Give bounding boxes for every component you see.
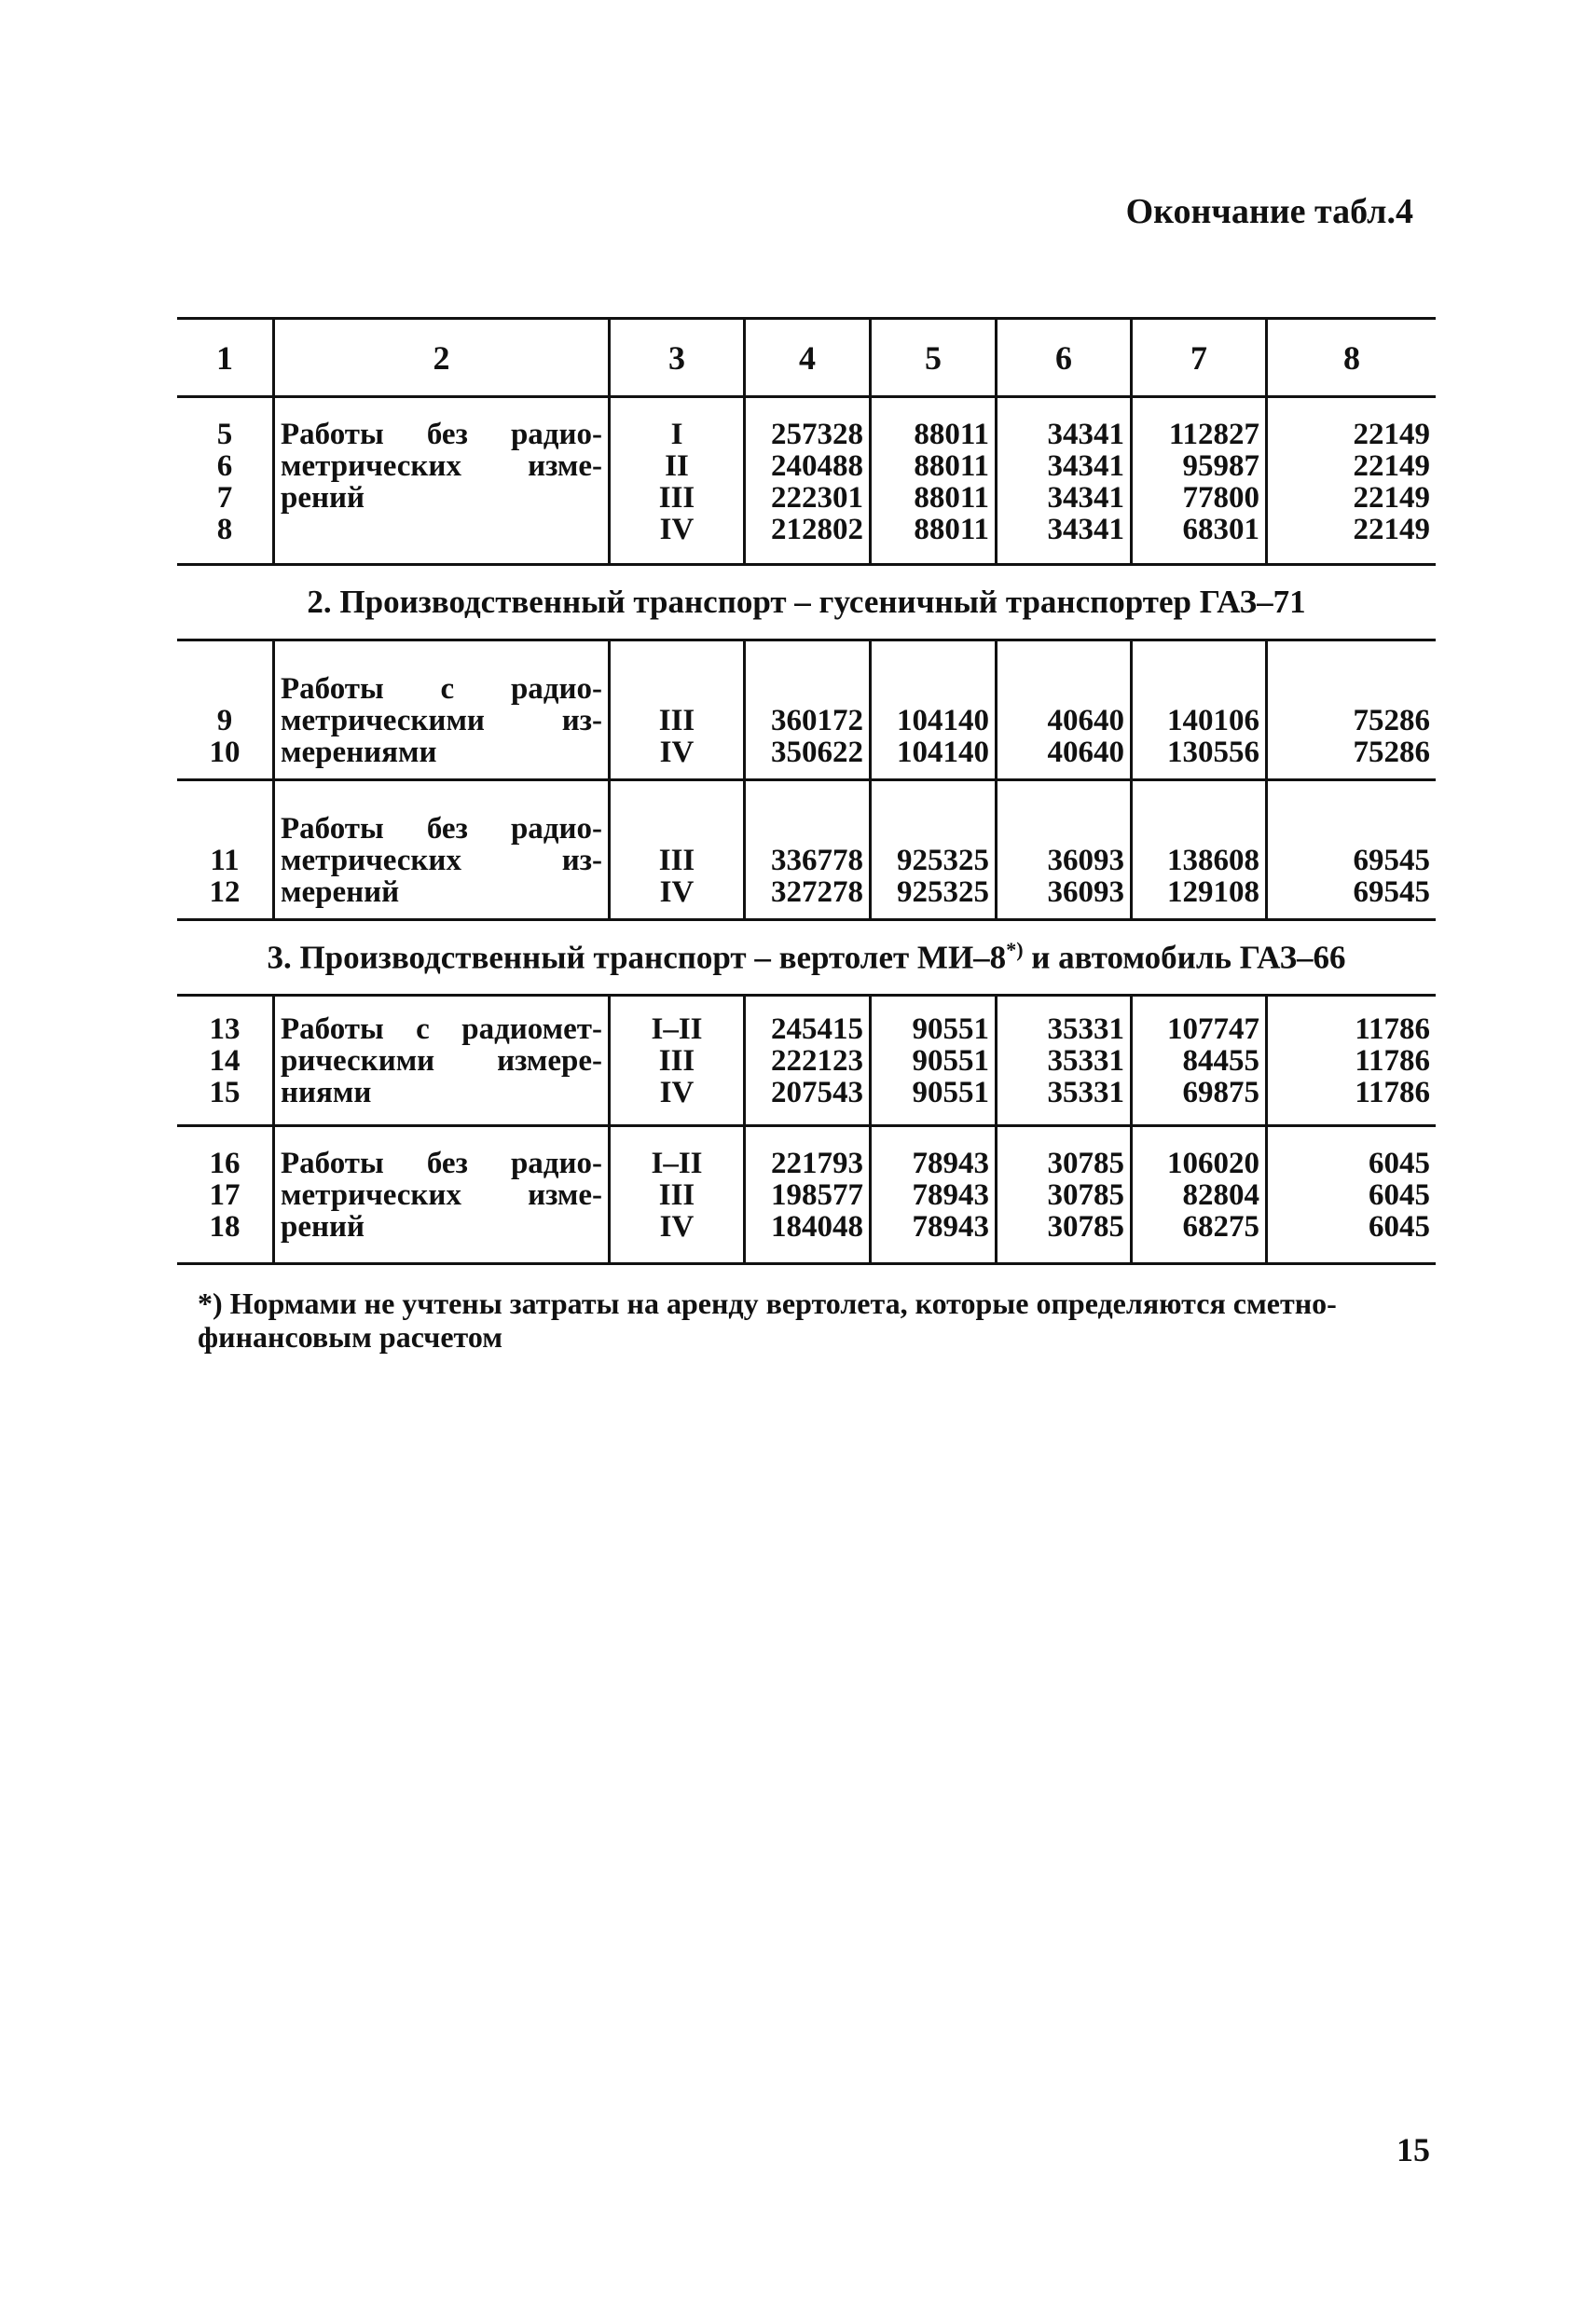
table-caption: Окончание табл.4 [1125, 192, 1413, 231]
work-description-line: метрических изме- [281, 1177, 602, 1212]
work-description [274, 780, 610, 920]
header-col-1: 1 [177, 319, 274, 397]
value-cell-col7: 112827 95987 77800 68301 [1132, 397, 1267, 565]
work-description [274, 996, 610, 1126]
page-number: 15 [1396, 2131, 1430, 2168]
table-row [177, 1126, 1436, 1264]
value-cell-col7: 106020 82804 68275 [1132, 1126, 1267, 1264]
header-col-8: 8 [1267, 319, 1437, 397]
category-cell: I II III IV [610, 397, 745, 565]
value-cell-col8: 11786 11786 11786 [1267, 996, 1437, 1126]
value-cell-col6: 36093 36093 [997, 780, 1132, 920]
section-heading-row [177, 920, 1436, 996]
value-cell-col5: 104140 104140 [871, 640, 997, 780]
header-col-7: 7 [1132, 319, 1267, 397]
section-3-title [177, 920, 1436, 996]
category-cell: III IV [610, 780, 745, 920]
work-description-line: мерениями [281, 736, 437, 769]
value-cell-col8: 6045 6045 6045 [1267, 1126, 1437, 1264]
table-row [177, 397, 1436, 565]
work-description-line: рений [281, 481, 365, 515]
footnote-marker: *) [1006, 938, 1024, 962]
value-cell-col4: 245415 222123 207543 [745, 996, 871, 1126]
value-cell-col7: 140106 130556 [1132, 640, 1267, 780]
work-description-line: мерений [281, 875, 400, 909]
value-cell-col6: 30785 30785 30785 [997, 1126, 1132, 1264]
value-cell-col6: 40640 40640 [997, 640, 1132, 780]
work-description-line: ниями [281, 1075, 372, 1109]
header-col-2: 2 [274, 319, 610, 397]
value-cell-col8: 22149 22149 22149 22149 [1267, 397, 1437, 565]
work-description-line: метрических из- [281, 844, 602, 877]
value-cell-col5: 88011 88011 88011 88011 [871, 397, 997, 565]
category-cell: I–II III IV [610, 996, 745, 1126]
header-row [177, 319, 1436, 397]
table-row [177, 640, 1436, 780]
value-cell-col7: 107747 84455 69875 [1132, 996, 1267, 1126]
row-numbers: 9 10 [177, 640, 274, 780]
work-description-line: Работы без радио- [281, 1146, 602, 1180]
row-numbers: 16 17 18 [177, 1126, 274, 1264]
value-cell-col6: 34341 34341 34341 34341 [997, 397, 1132, 565]
work-description-line: метрическими из- [281, 704, 602, 737]
work-description-line: Работы без радио- [281, 812, 602, 846]
section-3-title-text: 3. Производственный транспорт – вертолет МИ–8 [267, 939, 1007, 976]
category-cell: III IV [610, 640, 745, 780]
row-numbers: 11 12 [177, 780, 274, 920]
work-description-line: рений [281, 1209, 365, 1244]
header-col-6: 6 [997, 319, 1132, 397]
value-cell-col7: 138608 129108 [1132, 780, 1267, 920]
row-numbers: 5 6 7 8 [177, 397, 274, 565]
work-description [274, 640, 610, 780]
work-description-line: Работы с радио- [281, 672, 602, 706]
work-description-line: Работы без радио- [281, 418, 602, 451]
value-cell-col4: 221793 198577 184048 [745, 1126, 871, 1264]
value-cell-col5: 90551 90551 90551 [871, 996, 997, 1126]
table-row [177, 780, 1436, 920]
section-2-title: 2. Производственный транспорт – гусеничный транспортер ГАЗ–71 [177, 565, 1436, 640]
row-numbers: 13 14 15 [177, 996, 274, 1126]
norms-table [177, 317, 1436, 1265]
work-description [274, 397, 610, 565]
value-cell-col4: 336778 327278 [745, 780, 871, 920]
footnote: *) Нормами не учтены затраты на аренду вертолета, которые определяются сметно-финансовым расчетом [198, 1287, 1337, 1354]
table-row [177, 996, 1436, 1126]
work-description-line: рическими измере- [281, 1043, 602, 1078]
header-col-4: 4 [745, 319, 871, 397]
value-cell-col4: 257328 240488 222301 212802 [745, 397, 871, 565]
value-cell-col8: 69545 69545 [1267, 780, 1437, 920]
header-col-3: 3 [610, 319, 745, 397]
category-cell: I–II III IV [610, 1126, 745, 1264]
value-cell-col5: 925325 925325 [871, 780, 997, 920]
header-col-5: 5 [871, 319, 997, 397]
value-cell-col5: 78943 78943 78943 [871, 1126, 997, 1264]
value-cell-col8: 75286 75286 [1267, 640, 1437, 780]
value-cell-col4: 360172 350622 [745, 640, 871, 780]
work-description-line: Работы с радиомет- [281, 1012, 602, 1046]
work-description-line: метрических изме- [281, 449, 602, 483]
work-description [274, 1126, 610, 1264]
section-3-title-text-end: и автомобиль ГАЗ–66 [1023, 939, 1346, 976]
value-cell-col6: 35331 35331 35331 [997, 996, 1132, 1126]
section-heading-row [177, 565, 1436, 640]
